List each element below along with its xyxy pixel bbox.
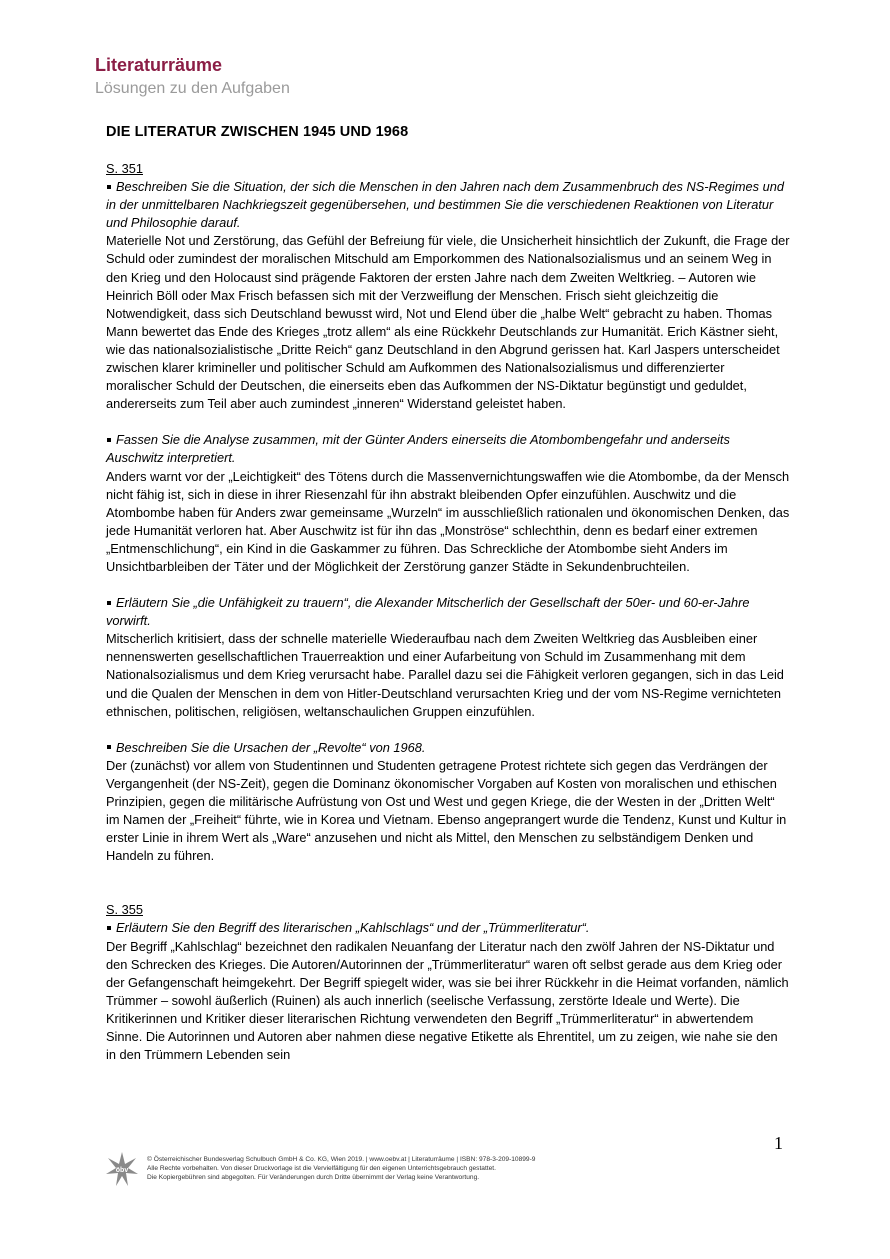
bullet-icon [107,926,111,930]
logo-text: öbv [115,1167,129,1174]
footer-line: Die Kopiergebühren sind abgegolten. Für Veränderungen durch Dritte übernimmt der Verlag keine Verantwortung. [147,1174,480,1182]
document-content [106,160,790,1064]
task-answer: Anders warnt vor der „Leichtigkeit“ des Tötens durch die Massenvernichtungswaffen wie die Atombombe, da der Mensch nicht fähig ist, sich in diese in ihrer Riesenzahl für ihn abstrakt bleibenden Opfer einzufühlen. Auschwitz und die Atombombe haben für Anders zwar gemeinsame „Wurzeln“ im ausschließlich rationalen und ökonomischen Denken, das jede Humanität verloren hat. Aber Auschwitz ist für ihn das „Monströse“ schlechthin, denn es bedarf einer extremen „Entmenschlichung“, ein Kind in die Gaskammer zu führen. Das Schreckliche der Atombombe sieht Anders im Unsichtbarbleiben der Täter und der Möglichkeit der Zerstörung ganzer Städte in Sekundenbruchteilen. [106,468,790,574]
brand-subtitle: Lösungen zu den Aufgaben [95,80,290,97]
brand-title: Literaturräume [95,55,223,75]
bullet-icon [107,438,111,442]
footer-copyright [147,1155,535,1183]
page-number: 1 [774,1133,783,1153]
task-question-text: Erläutern Sie „die Unfähigkeit zu trauern“, die Alexander Mitscherlich der Gesellschaft der 50er- und 60-er-Jahre vorwirft. [106,595,750,629]
task-answer: Materielle Not und Zerstörung, das Gefühl der Befreiung für viele, die Unsicherheit hinsichtlich der Zukunft, die Frage der Schuld oder zumindest der moralischen Mitschuld am Emporkommen des Nationalsozialismus und an seinem Weg in den Krieg und den Holocaust sind prägende Faktoren der ersten Jahre nach dem Zweiten Weltkrieg. – Autoren wie Heinrich Böll oder Max Frisch befassen sich mit der Verzweiflung der Menschen. Frisch sieht gleichzeitig die Notwendigkeit, dass sich Deutschland bewusst wird, Not und Elend über die „halbe Welt“ gebracht zu haben. Thomas Mann bewertet das Ende des Krieges „trotz allem“ als eine Rückkehr Deutschlands zur Humanität. Erich Kästner sieht, wie das nationalsozialistische „Dritte Reich“ ganz Deutschland in den Abgrund gerissen hat. Karl Jaspers unterscheidet zwischen klarer krimineller und politischer Schuld am Aufkommen des Nationalsozialismus und differenzierter moralischer Schuld der Deutschen, die einerseits eben das Aufkommen der NS-Diktatur begünstigt und geduldet, andererseits zum Teil aber auch zumindest „inneren“ Widerstand geleistet haben. [106,233,790,412]
page-reference: S. 351 [106,161,143,176]
bullet-icon [107,745,111,749]
task-question-text: Fassen Sie die Analyse zusammen, mit der Günter Anders einerseits die Atombombengefahr und anderseits Auschwitz interpretiert. [106,432,730,466]
task-answer: Der Begriff „Kahlschlag“ bezeichnet den radikalen Neuanfang der Literatur nach den zwölf Jahren der NS-Diktatur und den Schrecken des Krieges. Die Autoren/Autorinnen der „Trümmerliteratur“ waren oft selbst gerade aus dem Krieg oder der Gefangenschaft heimgekehrt. Der Begriff spiegelt wider, was sie bei ihrer Rückkehr in die Heimat vorfanden, nämlich Trümmer – sowohl äußerlich (Ruinen) als auch innerlich (seelische Verfassung, zerstörte Ideale und Werte). Die Kritikerinnen und Kritiker dieser literarischen Richtung verwendeten den Begriff „Trümmerliteratur“ in abwertendem Sinne. Die Autorinnen und Autoren aber nahmen diese negative Etikette als Ehrentitel, um zu zeigen, wie nahe sie den in den Trümmern Lebenden sein [106,938,789,1063]
footer-line: © Österreichischer Bundesverlag Schulbuch GmbH & Co. KG, Wien 2019. | www.oebv.at | Literaturräume | ISBN: 978-3-209-10899-9 [147,1156,536,1163]
oebv-logo [106,1152,138,1188]
task-answer: Der (zunächst) vor allem von Studentinnen und Studenten getragene Protest richtete sich gegen das Verdrängen der Vergangenheit (der NS-Zeit), gegen die Dominanz ökonomischer Vorgaben auf Kosten von moralischen und ethischen Prinzipien, gegen die militärische Aufrüstung von Ost und West und gegen Kriege, die der Westen in der „Dritten Welt“ im Namen der „Freiheit“ führte, wie in Korea und Vietnam. Ebenso angeprangert wurde die Tendenz, Kunst und Kultur in erster Linie in ihrem Wert als „Ware“ anzusehen und nicht als Mittel, den Menschen zu selbständigem Denken und Handeln zu führen. [106,757,787,864]
task-question [106,919,790,937]
page-reference: S. 355 [106,902,143,918]
task-question-text: Beschreiben Sie die Ursachen der „Revolte“ von 1968. [116,739,426,755]
task-question-text: Erläutern Sie den Begriff des literarischen „Kahlschlags“ und der „Trümmerliteratur“. [116,920,590,936]
task-question [106,594,790,630]
bullet-icon [107,185,111,189]
bullet-icon [107,601,111,605]
task-question [106,178,790,232]
task-question [106,739,790,757]
document-heading: DIE LITERATUR ZWISCHEN 1945 UND 1968 [106,124,409,140]
task-question [106,431,790,467]
task-question-text: Beschreiben Sie die Situation, der sich die Menschen in den Jahren nach dem Zusammenbruch des NS-Regimes und in der unmittelbaren Nachkriegszeit gegenübersehen, und bestimmen Sie die verschiedenen Reaktionen von Literatur und Philosophie darauf. [106,179,784,231]
footer-line: Alle Rechte vorbehalten. Von dieser Druckvorlage ist die Vervielfältigung für den eigenen Unterrichtsgebrauch gestattet. [147,1165,496,1173]
task-answer: Mitscherlich kritisiert, dass der schnelle materielle Wiederaufbau nach dem Zweiten Weltkrieg das Ausbleiben einer nennenswerten gesellschaftlichen Trauerreaktion und einer Aufarbeitung von Schuld im Zusammenhang mit dem Nationalsozialismus und dem Krieg verursacht habe. Parallel dazu sei die Fähigkeit verloren gegangen, sich in das Leid und die Qualen der Menschen in dem von Hitler-Deutschland verursachten Krieg und der vom NS-Regime vernichteten ethnischen, politischen, religiösen, weltanschaulichen Gruppen einzufühlen. [106,631,784,719]
